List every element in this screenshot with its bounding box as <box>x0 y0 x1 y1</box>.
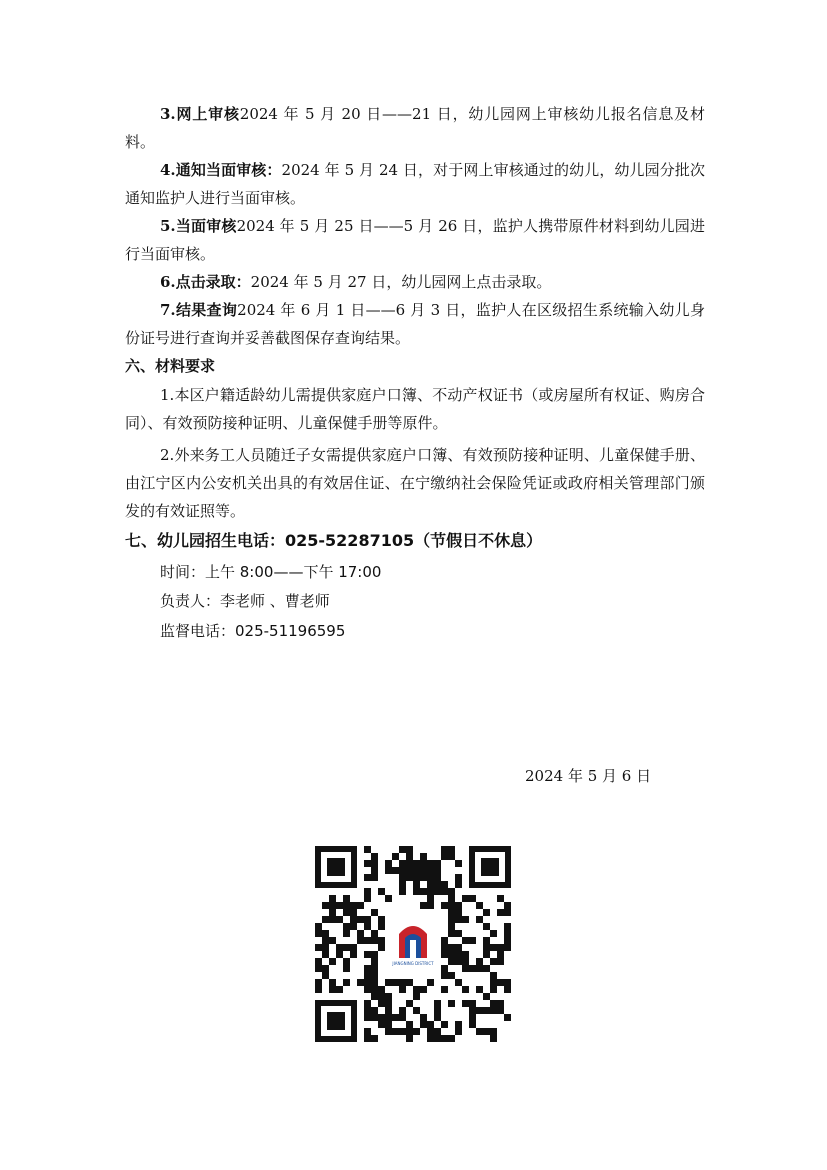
step-7-title: 7.结果查询 <box>160 301 238 319</box>
step-5-title: 5.当面审核 <box>160 217 237 235</box>
step-3 <box>125 100 705 156</box>
contact-person: 负责人：李老师 、曹老师 <box>160 592 330 610</box>
step-6-text: 2024 年 5 月 27 日，幼儿园网上点击录取。 <box>250 273 552 291</box>
logo-text: JIANGNING DISTRICT <box>392 961 434 966</box>
contact-time: 时间：上午 8:00——下午 17:00 <box>160 563 382 581</box>
document-date: 2024 年 5 月 6 日 <box>525 767 652 785</box>
step-7 <box>125 296 705 352</box>
step-4-text: 2024 年 5 月 24 日，对于网上审核通过的幼儿，幼儿园分批次通知监护人进行当面审核。 <box>125 161 705 207</box>
qr-code-icon <box>315 846 511 1042</box>
supervise-phone: 监督电话：025-51196595 <box>160 622 346 640</box>
step-3-title: 3.网上审核 <box>160 105 240 123</box>
step-7-text: 2024 年 6 月 1 日——6 月 3 日，监护人在区级招生系统输入幼儿身份证号进行查询并妥善截图保存查询结果。 <box>125 301 705 347</box>
step-6-title: 6.点击录取： <box>160 273 251 291</box>
step-6 <box>125 268 705 296</box>
step-4 <box>125 156 705 212</box>
step-5-text: 2024 年 5 月 25 日——5 月 26 日，监护人携带原件材料到幼儿园进行当面审核。 <box>125 217 705 263</box>
step-4-title: 4.通知当面审核： <box>160 161 282 179</box>
section7-heading: 七、幼儿园招生电话：025-52287105（节假日不休息） <box>125 531 543 550</box>
step-3-text: 2024 年 5 月 20 日——21 日，幼儿园网上审核幼儿报名信息及材料。 <box>125 105 705 151</box>
section6-item-2: 2.外来务工人员随迁子女需提供家庭户口簿、有效预防接种证明、儿童保健手册、由江宁区内公安机关出具的有效居住证、在宁缴纳社会保险凭证或政府相关管理部门颁发的有效证照等。 <box>125 446 705 520</box>
section6-item-1: 1.本区户籍适龄幼儿需提供家庭户口簿、不动产权证书（或房屋所有权证、购房合同）、有效预防接种证明、儿童保健手册等原件。 <box>125 386 705 432</box>
district-logo-icon <box>389 916 437 972</box>
step-5 <box>125 212 705 268</box>
section6-heading: 六、材料要求 <box>125 357 216 375</box>
